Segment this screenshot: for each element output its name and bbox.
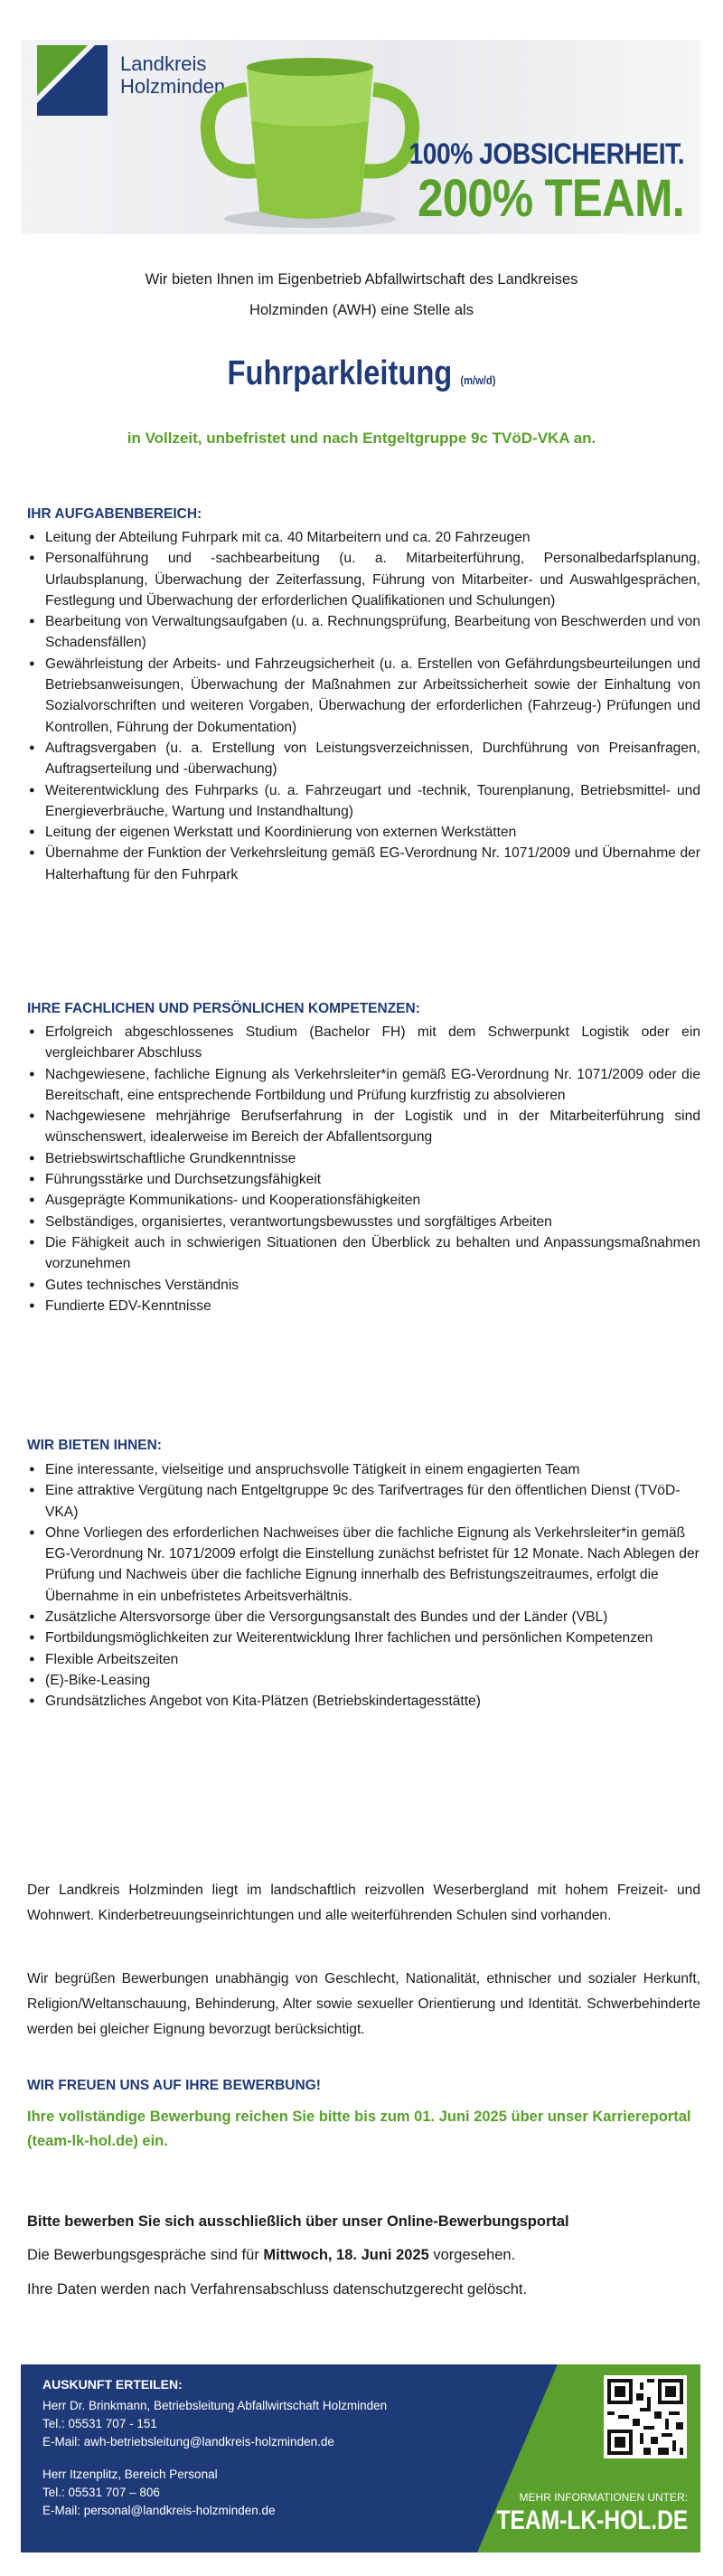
list-item: ● Grundsätzliches Angebot von Kita-Plätzen (Betriebskindertagesstätte) xyxy=(27,1691,700,1712)
intro-text xyxy=(54,264,669,326)
interview-date-line xyxy=(27,2247,700,2264)
equal-opportunity-statement: Wir begrüßen Bewerbungen unabhängig von Geschlecht, Nationalität, ethnischer und sozialer Herkunft, Religion/Weltanschauung, Behinderung, Alter sowie sexueller Orientierung und Identität. Schwerbehinderte werden bei gleicher Eignung bevorzugt berücksichtigt. xyxy=(27,1971,700,2037)
contact-1-phone: Tel.: 05531 707 - 151 xyxy=(42,2417,157,2430)
landkreis-logo xyxy=(37,45,108,116)
tagline-team: 200% TEAM. xyxy=(418,169,684,228)
tagline-job-security: 100% JOBSICHERHEIT. xyxy=(408,137,684,170)
list-item: ● Fundierte EDV-Kenntnisse xyxy=(27,1296,700,1316)
online-portal-note: Bitte bewerben Sie sich ausschließlich über unser Online-Bewerbungsportal xyxy=(27,2213,569,2230)
list-item: ● Die Fähigkeit auch in schwierigen Situationen den Überblick zu behalten und Anpassungsmaßnahmen vorzunehmen xyxy=(27,1232,700,1275)
list-item: ● Führungsstärke und Durchsetzungsfähigkeit xyxy=(27,1169,700,1190)
skills-heading: IHRE FACHLICHEN UND PERSÖNLICHEN KOMPETENZEN: xyxy=(27,1001,420,1016)
qr-code-icon[interactable] xyxy=(604,2375,687,2458)
list-item: ● Selbständiges, organisiertes, verantwortungsbewusstes und sorgfältiges Arbeiten xyxy=(27,1212,700,1232)
list-item: ● Ohne Vorliegen des erforderlichen Nachweises über die fachliche Eignung als Verkehrsleiter*in gemäß EG-Verordnung Nr. 1071/2009 erfolgt die Einstellung zunächst befristet für 12 Monate. Nach Ablegen der Prüfung und Nachweis über die fachliche Eignung innerhalb des Befristungszeitraumes, erfolgt die Übernahme in ein unbefristetes Arbeitsverhältnis. xyxy=(27,1523,700,1607)
green-mug-image xyxy=(183,49,427,230)
contact-footer xyxy=(21,2364,700,2552)
list-item: ● Flexible Arbeitszeiten xyxy=(27,1649,700,1670)
list-item: ● Eine attraktive Vergütung nach Entgeltgruppe 9c des Tarifvertrages für den öffentlichen Dienst (TVöD-VKA) xyxy=(27,1480,700,1523)
list-item: ● Weiterentwicklung des Fuhrparks (u. a. Fahrzeugart und -technik, Tourenplanung, Betriebsmittel- und Energieverbräuche, Wartung und Instandhaltung) xyxy=(27,780,700,823)
list-item: ● Nachgewiesene mehrjährige Berufserfahrung in der Logistik und in der Mitarbeiterführung sind wünschenswert, idealerweise im Bereich der Abfallentsorgung xyxy=(27,1106,700,1148)
offer-list xyxy=(27,1459,700,1713)
logo-line-2: Holzminden xyxy=(120,75,226,98)
logo-line-1: Landkreis xyxy=(120,52,207,75)
interview-suffix: vorgesehen. xyxy=(428,2247,516,2263)
list-item: ● Bearbeitung von Verwaltungsaufgaben (u. a. Rechnungsprüfung, Bearbeitung von Beschwerden und von Schadensfällen) xyxy=(27,611,700,654)
tasks-list xyxy=(27,527,700,885)
contact-1-name: Herr Dr. Brinkmann, Betriebsleitung Abfallwirtschaft Holzminden xyxy=(42,2399,388,2412)
list-item: ● (E)-Bike-Leasing xyxy=(27,1670,700,1691)
more-info-label: MEHR INFORMATIONEN UNTER: xyxy=(519,2491,688,2504)
list-item: ● Gutes technisches Verständnis xyxy=(27,1275,700,1296)
list-item: ● Übernahme der Funktion der Verkehrsleitung gemäß EG-Verordnung Nr. 1071/2009 und Übernahme der Halterhaftung für den Fuhrpark xyxy=(27,843,700,885)
employment-terms: in Vollzeit, unbefristet und nach Entgeltgruppe 9c TVöD-VKA an. xyxy=(127,429,596,447)
list-item: ● Nachgewiesene, fachliche Eignung als Verkehrsleiter*in gemäß EG-Verordnung Nr. 1071/2009 oder die Bereitschaft, eine entsprechende Fortbildung und Prüfung kurzfristig zu absolvieren xyxy=(27,1064,700,1107)
list-item: ● Ausgeprägte Kommunikations- und Kooperationsfähigkeiten xyxy=(27,1190,700,1211)
skills-list xyxy=(27,1022,700,1316)
list-item: ● Leitung der eigenen Werkstatt und Koordinierung von externen Werkstätten xyxy=(27,822,700,843)
region-description: Der Landkreis Holzminden liegt im landschaftlich reizvollen Weserbergland mit hohem Freizeit- und Wohnwert. Kinderbetreuungseinrichtungen und alle weiterführenden Schulen sind vorhanden. xyxy=(27,1882,700,1923)
list-item: ● Betriebswirtschaftliche Grundkenntnisse xyxy=(27,1148,700,1169)
job-title xyxy=(51,354,672,393)
contact-2-email: E-Mail: personal@landkreis-holzminden.de xyxy=(42,2504,276,2517)
career-portal-link[interactable]: TEAM-LK-HOL.DE xyxy=(496,2505,688,2535)
intro-line-2: Holzminden (AWH) eine Stelle als xyxy=(249,302,474,318)
list-item: ● Fortbildungsmöglichkeiten zur Weiterentwicklung Ihrer fachlichen und persönlichen Kompetenzen xyxy=(27,1628,700,1648)
list-item: ● Auftragsvergaben (u. a. Erstellung von Leistungsverzeichnissen, Durchführung von Preisanfragen, Auftragserteilung und -überwachung) xyxy=(27,738,700,780)
list-item: ● Leitung der Abteilung Fuhrpark mit ca. 40 Mitarbeitern und ca. 20 Fahrzeugen xyxy=(27,527,700,548)
header-banner xyxy=(21,40,700,234)
list-item: ● Gewährleistung der Arbeits- und Fahrzeugsicherheit (u. a. Erstellen von Gefährdungsbeurteilungen und Betriebsanweisungen, Überwachung der Maßnahmen zur Arbeitssicherheit sowie der Einhaltung von Sozialvorschriften und weiteren Vorgaben, Überwachung der erforderlichen (Fahrzeug-) Prüfungen und Kontrollen, Führung der Dokumentation) xyxy=(27,654,700,738)
tasks-heading: IHR AUFGABENBEREICH: xyxy=(27,506,202,522)
interview-date: Mittwoch, 18. Juni 2025 xyxy=(263,2247,429,2263)
list-item: ● Personalführung und -sachbearbeitung (u. a. Mitarbeiterführung, Personalbedarfsplanung, Urlaubsplanung, Überwachung der Zeiterfassung, Führung von Mitarbeiter- und Auswahlgesprächen, Festlegung und Überwachung der erforderlichen Qualifikationen und Schulungen) xyxy=(27,548,700,611)
list-item: ● Zusätzliche Altersvorsorge über die Versorgungsanstalt des Bundes und der Länder (VBL) xyxy=(27,1607,700,1628)
contact-1-email: E-Mail: awh-betriebsleitung@landkreis-holzminden.de xyxy=(42,2435,334,2449)
contact-2-phone: Tel.: 05531 707 – 806 xyxy=(42,2486,160,2499)
intro-line-1: Wir bieten Ihnen im Eigenbetrieb Abfallwirtschaft des Landkreises xyxy=(145,271,578,288)
contact-heading: AUSKUNFT ERTEILEN: xyxy=(42,2377,183,2392)
contact-2-name: Herr Itzenplitz, Bereich Personal xyxy=(42,2467,218,2481)
apply-heading: WIR FREUEN UNS AUF IHRE BEWERBUNG! xyxy=(27,2078,321,2093)
list-item: ● Erfolgreich abgeschlossenes Studium (Bachelor FH) mit dem Schwerpunkt Logistik oder ein vergleichbarer Abschluss xyxy=(27,1022,700,1064)
interview-prefix: Die Bewerbungsgespräche sind für xyxy=(27,2247,264,2263)
list-item: ● Eine interessante, vielseitige und anspruchsvolle Tätigkeit in einem engagierten Team xyxy=(27,1459,700,1480)
application-deadline: Ihre vollständige Bewerbung reichen Sie bitte bis zum 01. Juni 2025 über unser Karriereportal (team-lk-hol.de) ein. xyxy=(27,2109,691,2149)
privacy-note: Ihre Daten werden nach Verfahrensabschluss datenschutzgerecht gelöscht. xyxy=(27,2281,528,2298)
offer-heading: WIR BIETEN IHNEN: xyxy=(27,1438,162,1453)
job-title-text: Fuhrparkleitung xyxy=(227,354,453,392)
job-title-suffix: (m/w/d) xyxy=(460,373,496,387)
